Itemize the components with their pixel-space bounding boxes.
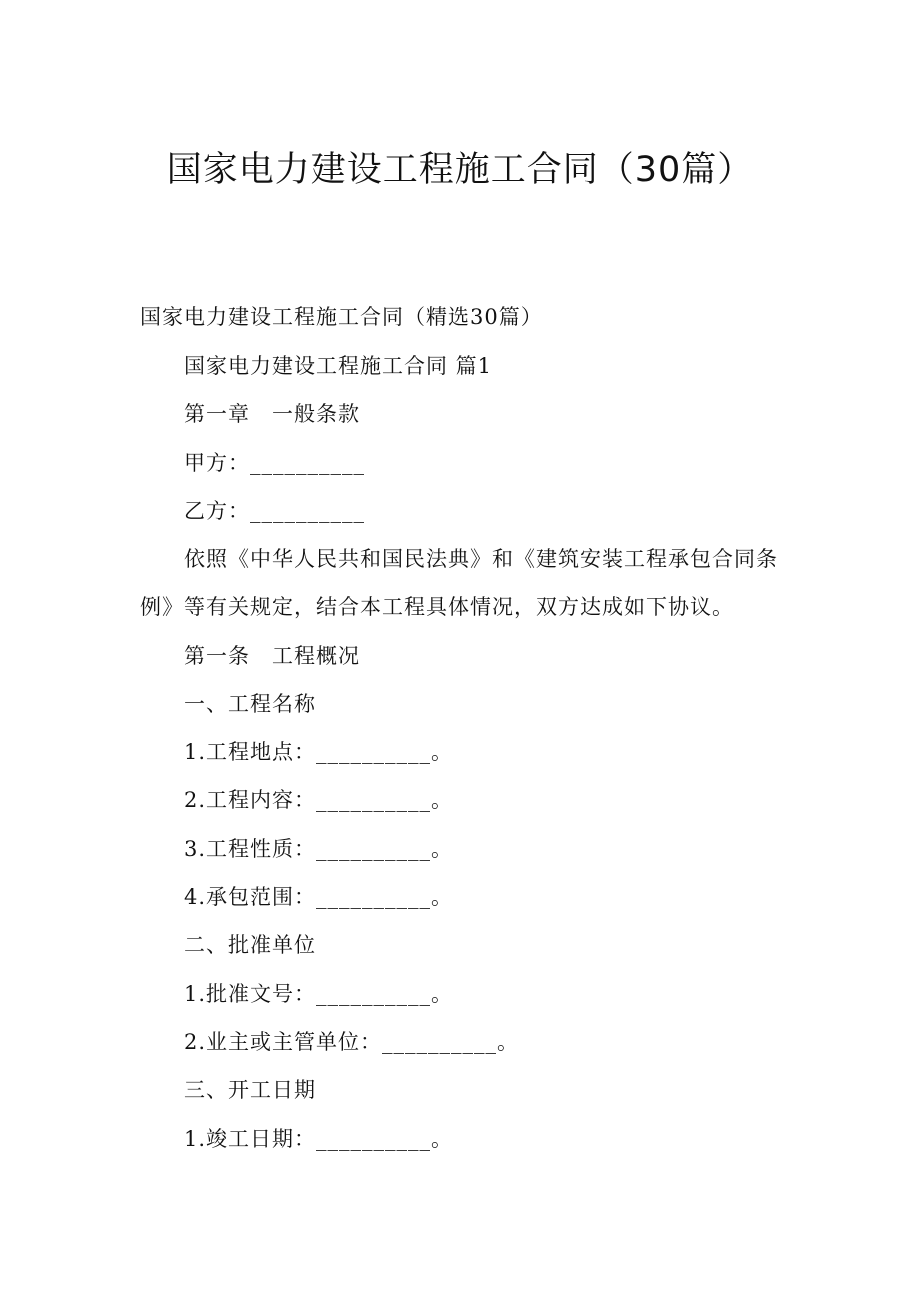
project-nature-line: 3.工程性质：__________。 <box>184 837 454 861</box>
party-a-line: 甲方：__________ <box>184 451 365 475</box>
preamble-line-1: 依照《中华人民共和国民法典》和《建筑安装工程承包合同条 <box>184 547 778 571</box>
section-heading: 国家电力建设工程施工合同 篇1 <box>184 354 493 378</box>
project-location-line: 1.工程地点：__________。 <box>184 740 454 764</box>
approval-number-line: 1.批准文号：__________。 <box>184 982 454 1006</box>
contract-scope-line: 4.承包范围：__________。 <box>184 885 454 909</box>
subtitle-line: 国家电力建设工程施工合同（精选30篇） <box>140 305 543 329</box>
subsection-heading: 二、批准单位 <box>184 933 316 957</box>
article-heading: 第一条 工程概况 <box>184 644 360 668</box>
completion-date-line: 1.竣工日期：__________。 <box>184 1127 454 1151</box>
document-title: 国家电力建设工程施工合同（30篇） <box>166 150 754 190</box>
chapter-heading: 第一章 一般条款 <box>184 402 360 426</box>
project-content-line: 2.工程内容：__________。 <box>184 788 454 812</box>
subsection-heading: 三、开工日期 <box>184 1078 316 1102</box>
owner-unit-line: 2.业主或主管单位：__________。 <box>184 1030 520 1054</box>
preamble-line-2: 例》等有关规定，结合本工程具体情况，双方达成如下协议。 <box>140 595 734 619</box>
party-b-line: 乙方：__________ <box>184 499 365 523</box>
subsection-heading: 一、工程名称 <box>184 692 316 716</box>
